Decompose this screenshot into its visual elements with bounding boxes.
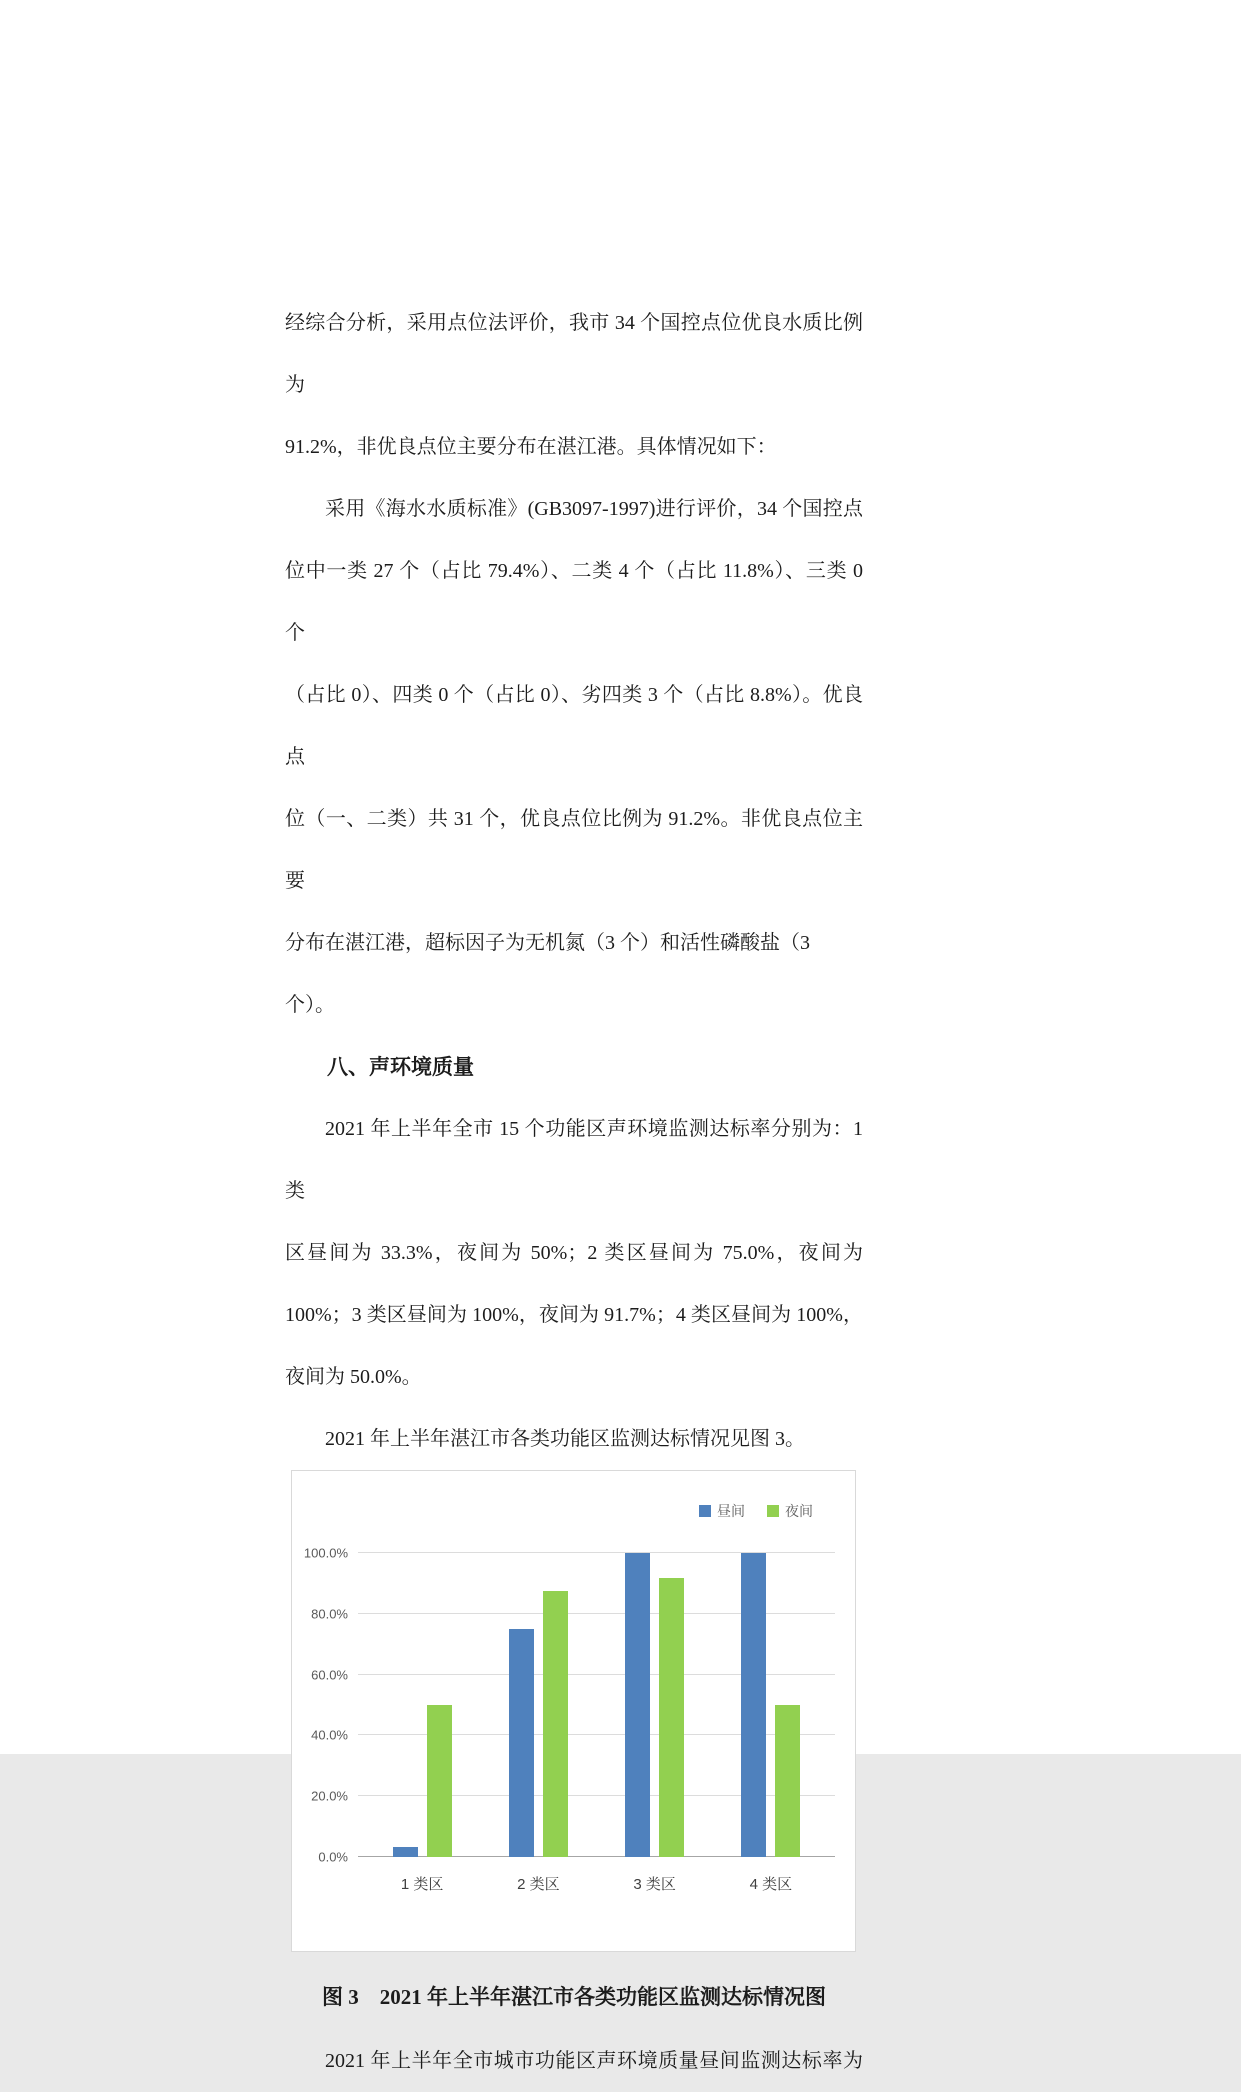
bar-昼间-1 类区 bbox=[393, 1847, 418, 1857]
bar-夜间-1 类区 bbox=[427, 1705, 452, 1857]
legend-item-昼间 bbox=[699, 1501, 745, 1521]
y-tick-label: 60.0% bbox=[311, 1667, 348, 1683]
bar-夜间-4 类区 bbox=[775, 1705, 800, 1857]
legend-swatch-icon bbox=[699, 1505, 711, 1517]
text-line: 采用《海水水质标准》(GB3097-1997)进行评价，34 个国控点 bbox=[325, 498, 863, 520]
y-tick-label: 40.0% bbox=[311, 1727, 348, 1743]
body-text-bottom bbox=[285, 2030, 863, 2092]
bar-groups bbox=[358, 1553, 835, 1893]
text-line: 夜间为 50.0%。 bbox=[285, 1366, 422, 1388]
legend-label: 夜间 bbox=[785, 1503, 813, 1519]
text-line: 91.2%，非优良点位主要分布在湛江港。具体情况如下： bbox=[285, 436, 777, 458]
bar-夜间-2 类区 bbox=[543, 1591, 568, 1857]
text-line: 经综合分析，采用点位法评价，我市 34 个国控点位优良水质比例为 bbox=[285, 312, 863, 396]
legend-item-夜间 bbox=[767, 1501, 813, 1521]
text-line: 100%；3 类区昼间为 100%，夜间为 91.7%；4 类区昼间为 100%， bbox=[285, 1304, 863, 1326]
bar-group-4 类区 bbox=[741, 1553, 800, 1893]
chart-plot-area bbox=[303, 1545, 835, 1893]
legend-label: 昼间 bbox=[717, 1503, 745, 1519]
y-tick-label: 100.0% bbox=[303, 1545, 348, 1561]
legend-swatch-icon bbox=[767, 1505, 779, 1517]
bar-group-1 类区 bbox=[393, 1553, 452, 1893]
text-line: 分布在湛江港，超标因子为无机氮（3 个）和活性磷酸盐（3 个）。 bbox=[285, 932, 810, 1016]
text-line: 位中一类 27 个（占比 79.4%）、二类 4 个（占比 11.8%）、三类 0 个 bbox=[285, 560, 863, 644]
text-line: 2021 年上半年湛江市各类功能区监测达标情况见图 3。 bbox=[325, 1428, 805, 1450]
y-tick-label: 20.0% bbox=[311, 1788, 348, 1804]
bar-group-2 类区 bbox=[509, 1553, 568, 1893]
bar-昼间-3 类区 bbox=[625, 1553, 650, 1857]
figure-caption: 图 3 2021 年上半年湛江市各类功能区监测达标情况图 bbox=[322, 1985, 826, 2009]
figure-3-chart bbox=[291, 1470, 856, 1952]
x-tick-label: 1 类区 bbox=[400, 1876, 444, 1893]
body-text bbox=[285, 292, 863, 1470]
x-tick-label: 3 类区 bbox=[633, 1876, 676, 1893]
text-line: 位（一、二类）共 31 个，优良点位比例为 91.2%。非优良点位主要 bbox=[285, 808, 863, 892]
chart-legend bbox=[699, 1501, 813, 1521]
y-tick-label: 80.0% bbox=[311, 1606, 348, 1622]
x-tick-label: 4 类区 bbox=[749, 1876, 793, 1893]
bar-昼间-2 类区 bbox=[509, 1629, 534, 1857]
text-line: 2021 年上半年全市城市功能区声环境质量昼间监测达标率为 bbox=[325, 2050, 863, 2072]
bar-group-3 类区 bbox=[625, 1553, 684, 1893]
text-line: 2021 年上半年全市 15 个功能区声环境监测达标率分别为：1 类 bbox=[285, 1118, 863, 1202]
bar-昼间-4 类区 bbox=[741, 1553, 766, 1857]
section-heading: 八、声环境质量 bbox=[327, 1055, 474, 1079]
bar-夜间-3 类区 bbox=[659, 1578, 684, 1857]
text-line: 区昼间为 33.3%，夜间为 50%；2 类区昼间为 75.0%，夜间为 bbox=[285, 1242, 863, 1264]
x-tick-label: 2 类区 bbox=[517, 1876, 560, 1893]
text-line: （占比 0）、四类 0 个（占比 0）、劣四类 3 个（占比 8.8%）。优良点 bbox=[285, 684, 863, 768]
y-tick-label: 0.0% bbox=[318, 1849, 348, 1865]
page-content bbox=[285, 292, 863, 2092]
